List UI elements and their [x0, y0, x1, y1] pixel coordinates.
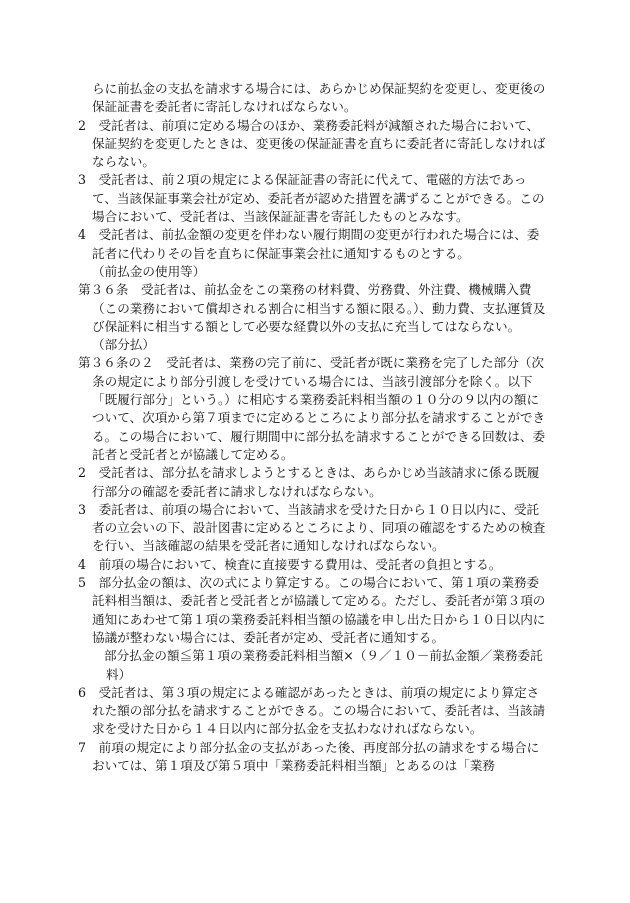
document-body: [80, 80, 550, 775]
clause-36-2-7: 7 前項の規定により部分払金の支払があった後、再度部分払の請求をする場合においては、第１項及び第５項中「業務委託料相当額」とあるのは「業務: [78, 739, 540, 773]
article-36: 第３６条 受託者は、前払金をこの業務の材料費、労務費、外注費、機械購入費（この業務において償却される割合に相当する額に限る。）、動力費、支払運賃及び保証料に相当する額として必要な経費以外の支払に充当してはならない。: [78, 282, 546, 334]
clause-36-2-3: 3 委託者は、前項の場合において、当該請求を受けた日から１０日以内に、受託者の立会いの下、設計図書に定めるところにより、同項の確認をするための検査を行い、当該確認の結果を受託者に通知しなければならない。: [78, 501, 546, 554]
clause-36-2-4: 4 前項の場合において、検査に直接要する費用は、受託者の負担とする。: [78, 556, 502, 572]
clause-36-2-5: 5 部分払金の額は、次の式により算定する。この場合において、第１項の業務委託料相当額は、委託者と受託者とが協議して定める。ただし、委託者が第３項の通知にあわせて第１項の業務委託料相当額の協議を申し出た日から１０日以内に協議が整わない場合には、委託者が定め、受託者に通知する。: [78, 575, 546, 645]
clause-4: 4 受託者は、前払金額の変更を伴わない履行期間の変更が行われた場合には、委託者に代わりその旨を直ちに保証事業会社に通知するものとする。: [78, 227, 540, 261]
clause-36-2-6: 6 受託者は、第３項の規定による確認があったときは、前項の規定により算定された額の部分払を請求することができる。この場合において、委託者は、当該請求を受けた日から１４日以内に部分払金を支払わなければならない。: [78, 684, 546, 737]
section-heading-partial-payment: （部分払）: [92, 337, 155, 353]
formula-partial-payment: 部分払金の額≦第１項の業務委託料相当額×（９／１０－前払金額／業務委託料）: [104, 648, 543, 682]
paragraph-continuation: らに前払金の支払を請求する場合には、あらかじめ保証契約を変更し、変更後の保証証書を委託者に寄託しなければならない。: [92, 81, 546, 115]
clause-36-2-2: 2 受託者は、部分払を請求しようとするときは、あらかじめ当該請求に係る既履行部分の確認を委託者に請求しなければならない。: [78, 465, 540, 499]
clause-3: 3 受託者は、前２項の規定による保証証書の寄託に代えて、電磁的方法であって、当該保証事業会社が定め、委託者が認めた措置を講ずることができる。この場合において、受託者は、当該保証証書を寄託したものとみなす。: [78, 172, 545, 225]
article-36-2: 第３６条の２ 受託者は、業務の完了前に、受託者が既に業務を完了した部分（次条の規定により部分引渡しを受けている場合には、当該引渡部分を除く。以下「既履行部分」という。）に相応する業務委託料相当額の１０分の９以内の額について、次項から第７項までに定めるところにより部分払を請求することができる。この場合において、履行期間中に部分払を請求することができる回数は、委託者と受託者とが協議して定める。: [78, 355, 546, 462]
clause-2: 2 受託者は、前項に定める場合のほか、業務委託料が減額された場合において、保証契約を変更したときは、変更後の保証証書を直ちに委託者に寄託しなければならない。: [78, 117, 546, 170]
section-heading-advance-use: （前払金の使用等）: [92, 263, 206, 279]
